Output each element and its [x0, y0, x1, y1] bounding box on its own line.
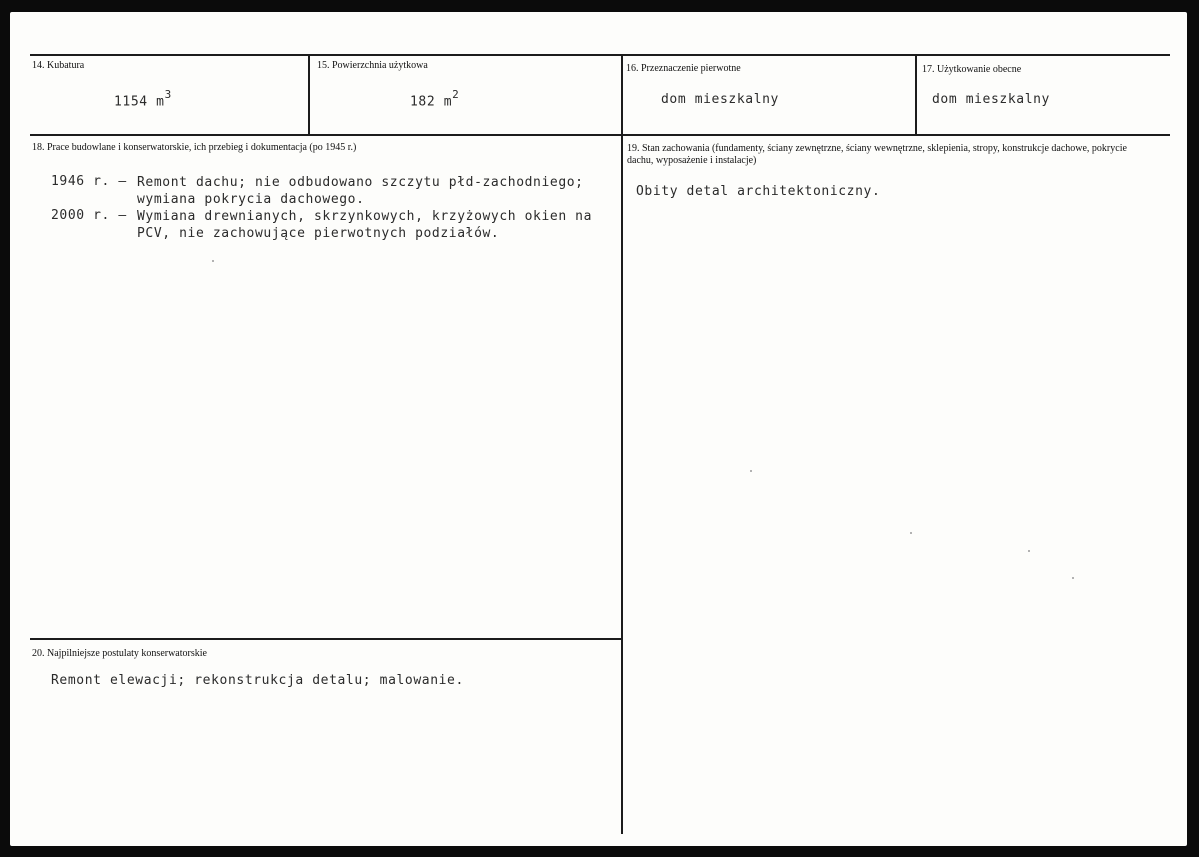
center-divider [621, 54, 623, 834]
field-14-value [114, 90, 172, 109]
cubature-unit-exponent: 3 [164, 88, 172, 101]
field18-bottom-rule [30, 638, 622, 640]
field-20-label: 20. Najpilniejsze postulaty konserwatorskie [32, 648, 207, 659]
divider-16-17 [915, 54, 917, 136]
scan-speck [910, 532, 912, 534]
top-rule [30, 54, 1170, 56]
scan-speck [750, 470, 752, 472]
form-sheet [10, 12, 1187, 846]
scan-speck [1072, 577, 1074, 579]
entry-2-year: 2000 r. – [51, 208, 127, 223]
usable-area-value: 182 m [410, 94, 453, 110]
field-14-label: 14. Kubatura [32, 60, 85, 71]
field-17-value: dom mieszkalny [932, 92, 1050, 107]
field-16-label: 16. Przeznaczenie pierwotne [626, 63, 741, 74]
field-20-value: Remont elewacji; rekonstrukcja detalu; malowanie. [51, 673, 464, 688]
entry-1-text: Remont dachu; nie odbudowano szczytu płd-zachodniego; wymiana pokrycia dachowego. [137, 175, 584, 207]
field-19-value: Obity detal architektoniczny. [636, 184, 881, 199]
field-19-label: 19. Stan zachowania (fundamenty, ściany zewnętrzne, ściany wewnętrzne, sklepienia, stropy, konstrukcje dachowe, pokrycie dachu, wyposażenie i instalacje) [627, 143, 1127, 166]
divider-14-15 [308, 54, 310, 136]
field-17-label: 17. Użytkowanie obecne [922, 64, 1022, 75]
field-15-label: 15. Powierzchnia użytkowa [317, 60, 428, 71]
scan-speck [212, 260, 214, 262]
entry-2-text: Wymiana drewnianych, skrzynkowych, krzyżowych okien na PCV, nie zachowujące pierwotnych podziałów. [137, 209, 593, 241]
field-16-value: dom mieszkalny [661, 92, 779, 107]
usable-area-unit-exponent: 2 [452, 88, 460, 101]
field-18-label: 18. Prace budowlane i konserwatorskie, ich przebieg i dokumentacja (po 1945 r.) [32, 142, 357, 153]
entry-1-year: 1946 r. – [51, 174, 127, 189]
scan-speck [1028, 550, 1030, 552]
field-15-value [410, 90, 459, 109]
cubature-value: 1154 m [114, 94, 165, 110]
row1-bottom-rule [30, 134, 1170, 136]
